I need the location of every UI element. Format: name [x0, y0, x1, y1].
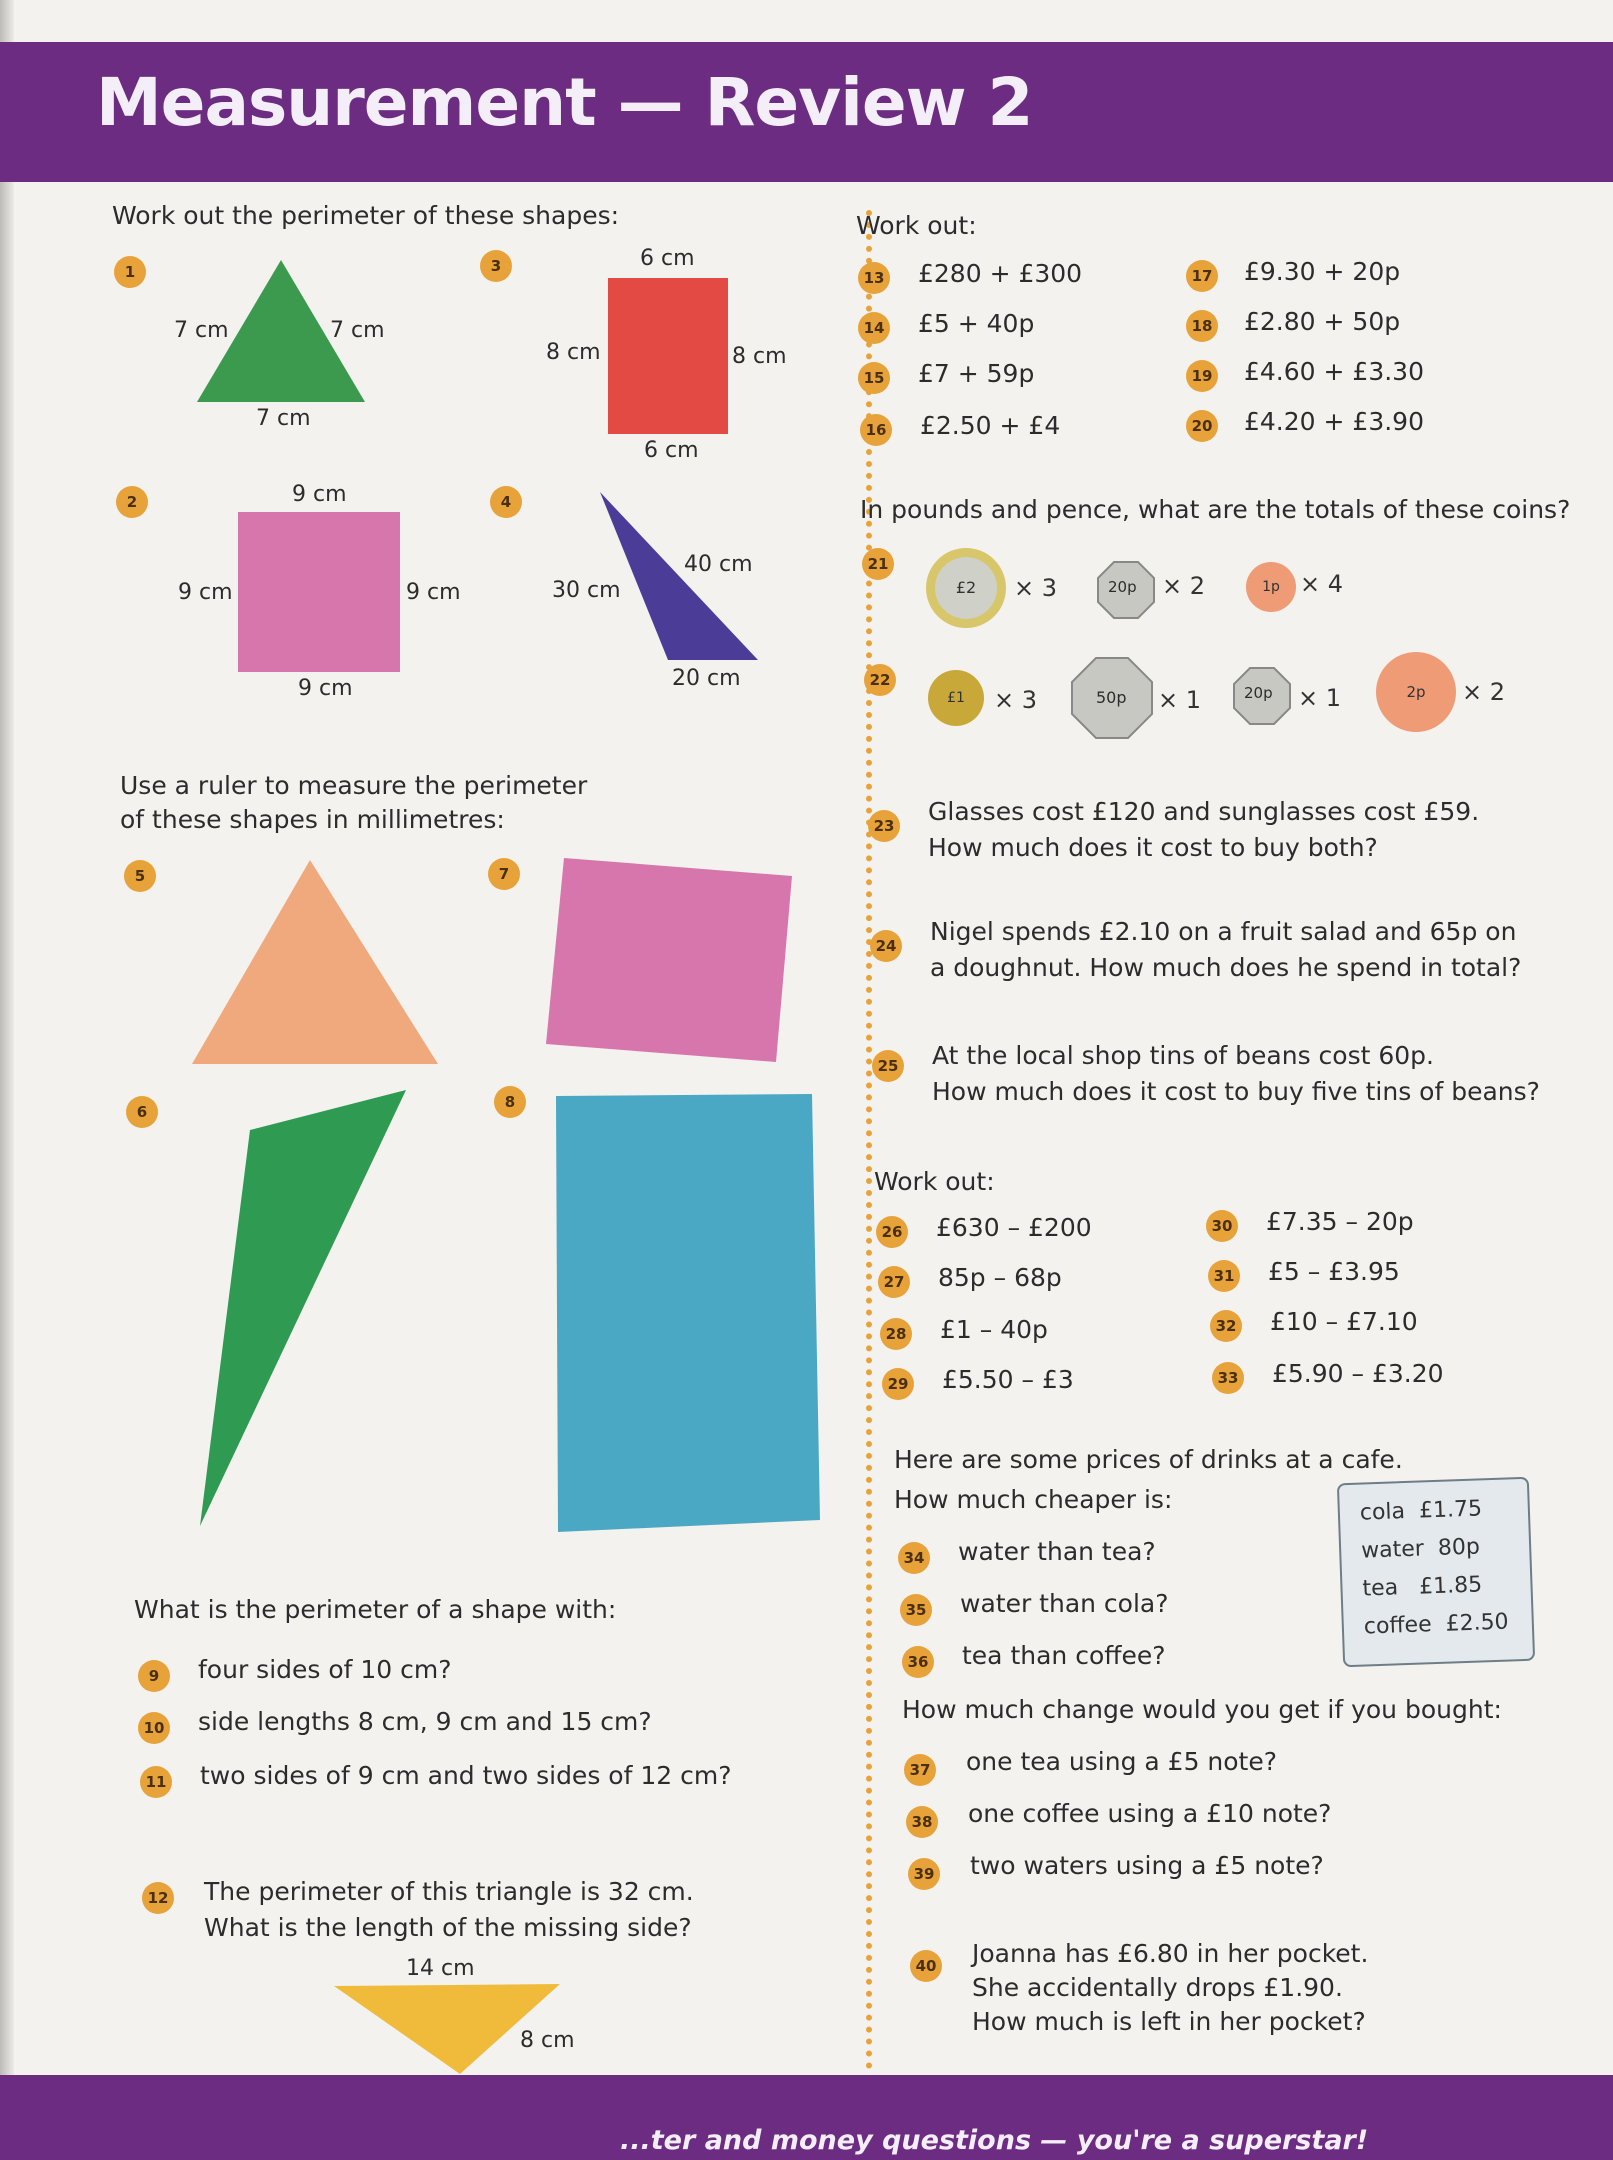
question-number-3: 3 [480, 250, 512, 282]
coins-intro: In pounds and pence, what are the totals of these coins? [860, 495, 1571, 524]
q39-text: two waters using a £5 note? [970, 1851, 1324, 1880]
question-number-31: 31 [1208, 1260, 1240, 1292]
question-number-36: 36 [902, 1646, 934, 1678]
perimeter-intro: Work out the perimeter of these shapes: [112, 201, 620, 230]
q22-mult-3: × 1 [1298, 684, 1342, 712]
q28-text: £1 – 40p [940, 1315, 1048, 1344]
q24-line1: Nigel spends £2.10 on a fruit salad and 65p on [930, 917, 1517, 946]
q1-side-b-label: 7 cm [330, 318, 385, 343]
question-number-16: 16 [860, 414, 892, 446]
menu-row-coffee [1363, 1610, 1509, 1640]
q21-mult-3: × 4 [1300, 570, 1344, 598]
question-number-17: 17 [1186, 260, 1218, 292]
question-number-38: 38 [906, 1806, 938, 1838]
question-number-22: 22 [864, 664, 896, 696]
menu-item-cola: cola [1359, 1499, 1406, 1526]
question-number-18: 18 [1186, 310, 1218, 342]
one-p-coin-icon: 1p [1246, 562, 1296, 612]
q22-mult-1: × 3 [994, 686, 1038, 714]
q38-text: one coffee using a £10 note? [968, 1799, 1332, 1828]
workout-heading-1: Work out: [856, 211, 977, 240]
q3-right-label: 8 cm [732, 344, 787, 369]
question-number-8: 8 [494, 1086, 526, 1118]
q22-coin3-label: 20p [1244, 684, 1273, 702]
q26-text: £630 – £200 [936, 1213, 1092, 1242]
q25-line1: At the local shop tins of beans cost 60p. [932, 1041, 1435, 1070]
q18-text: £2.80 + 50p [1244, 307, 1401, 336]
q21-mult-1: × 3 [1014, 574, 1058, 602]
q2-top-label: 9 cm [292, 482, 347, 507]
question-number-1: 1 [114, 256, 146, 288]
question-number-30: 30 [1206, 1210, 1238, 1242]
question-number-33: 33 [1212, 1362, 1244, 1394]
two-pound-coin-label: £2 [935, 557, 997, 619]
column-divider [866, 210, 872, 2070]
shape-intro: What is the perimeter of a shape with: [134, 1595, 617, 1624]
q40-line2: She accidentally drops £1.90. [972, 1973, 1343, 2002]
header-banner [0, 42, 1613, 182]
q3-top-label: 6 cm [640, 246, 695, 271]
q31-text: £5 – £3.95 [1268, 1257, 1400, 1286]
q4-bottom-label: 20 cm [672, 666, 741, 691]
q32-text: £10 – £7.10 [1270, 1307, 1418, 1336]
blue-rectangle-q8 [554, 1092, 822, 1534]
menu-item-water: water [1360, 1536, 1425, 1564]
question-number-34: 34 [898, 1542, 930, 1574]
two-pound-coin-icon [926, 548, 1006, 628]
q12-top-label: 14 cm [406, 1956, 475, 1981]
menu-row-tea [1362, 1572, 1482, 1601]
q3-left-label: 8 cm [546, 340, 601, 365]
question-number-10: 10 [138, 1712, 170, 1744]
q20-text: £4.20 + £3.90 [1244, 407, 1424, 436]
orange-triangle-q5 [190, 858, 440, 1068]
q13-text: £280 + £300 [918, 259, 1083, 288]
menu-item-coffee: coffee [1363, 1612, 1433, 1640]
question-number-27: 27 [878, 1266, 910, 1298]
q24-line2: a doughnut. How much does he spend in total? [930, 953, 1522, 982]
question-number-5: 5 [124, 860, 156, 892]
question-number-40: 40 [910, 1950, 942, 1982]
question-number-9: 9 [138, 1660, 170, 1692]
change-intro: How much change would you get if you bought: [902, 1695, 1502, 1724]
q16-text: £2.50 + £4 [920, 411, 1061, 440]
q37-text: one tea using a £5 note? [966, 1747, 1278, 1776]
q11-text: two sides of 9 cm and two sides of 12 cm? [200, 1761, 732, 1790]
question-number-23: 23 [868, 810, 900, 842]
q40-line1: Joanna has £6.80 in her pocket. [972, 1939, 1369, 1968]
page-gutter [0, 0, 14, 2160]
question-number-2: 2 [116, 486, 148, 518]
q2-right-label: 9 cm [406, 580, 461, 605]
q40-line3: How much is left in her pocket? [972, 2007, 1366, 2036]
q2-left-label: 9 cm [178, 580, 233, 605]
question-number-7: 7 [488, 858, 520, 890]
question-number-32: 32 [1210, 1310, 1242, 1342]
workout-heading-2: Work out: [874, 1167, 995, 1196]
menu-item-tea: tea [1362, 1575, 1399, 1602]
cafe-intro-line2: How much cheaper is: [894, 1485, 1173, 1514]
menu-price-cola: £1.75 [1418, 1496, 1483, 1524]
menu-row-water [1361, 1534, 1480, 1563]
menu-price-water: 80p [1437, 1534, 1481, 1561]
q22-coin2-label: 50p [1096, 688, 1127, 707]
q3-bottom-label: 6 cm [644, 438, 699, 463]
q12-side-label: 8 cm [520, 2028, 575, 2053]
menu-price-tea: £1.85 [1418, 1572, 1483, 1600]
q27-text: 85p – 68p [938, 1263, 1062, 1292]
q21-coin2-label: 20p [1108, 578, 1137, 596]
pink-square-q2 [238, 512, 400, 672]
q9-text: four sides of 10 cm? [198, 1655, 452, 1684]
q35-text: water than cola? [960, 1589, 1169, 1618]
ruler-intro-line2: of these shapes in millimetres: [120, 805, 505, 834]
question-number-26: 26 [876, 1216, 908, 1248]
cafe-intro-line1: Here are some prices of drinks at a cafe. [894, 1445, 1403, 1474]
question-number-39: 39 [908, 1858, 940, 1890]
q29-text: £5.50 – £3 [942, 1365, 1074, 1394]
question-number-15: 15 [858, 362, 890, 394]
question-number-20: 20 [1186, 410, 1218, 442]
drinks-price-list [1337, 1477, 1535, 1668]
two-p-coin-icon: 2p [1376, 652, 1456, 732]
q33-text: £5.90 – £3.20 [1272, 1359, 1444, 1388]
menu-price-coffee: £2.50 [1445, 1609, 1510, 1637]
q25-line2: How much does it cost to buy five tins of beans? [932, 1077, 1540, 1106]
q23-line2: How much does it cost to buy both? [928, 833, 1378, 862]
q22-mult-2: × 1 [1158, 686, 1202, 714]
pink-quadrilateral-q7 [544, 856, 794, 1066]
question-number-19: 19 [1186, 360, 1218, 392]
question-number-35: 35 [900, 1594, 932, 1626]
red-rectangle-q3 [608, 278, 728, 434]
q22-mult-4: × 2 [1462, 678, 1506, 706]
q30-text: £7.35 – 20p [1266, 1207, 1414, 1236]
q14-text: £5 + 40p [918, 309, 1035, 338]
footer-banner [0, 2075, 1613, 2160]
q1-side-a-label: 7 cm [174, 318, 229, 343]
q36-text: tea than coffee? [962, 1641, 1166, 1670]
question-number-21: 21 [862, 548, 894, 580]
question-number-4: 4 [490, 486, 522, 518]
question-number-13: 13 [858, 262, 890, 294]
menu-row-cola [1359, 1496, 1482, 1525]
footer-text: ...ter and money questions — you're a superstar! [620, 2125, 1369, 2156]
question-number-12: 12 [142, 1882, 174, 1914]
question-number-37: 37 [904, 1754, 936, 1786]
q17-text: £9.30 + 20p [1244, 257, 1401, 286]
q4-hyp-label: 40 cm [684, 552, 753, 577]
question-number-14: 14 [858, 312, 890, 344]
page-title: Measurement — Review 2 [96, 64, 1033, 141]
ruler-intro-line1: Use a ruler to measure the perimeter [120, 771, 588, 800]
q21-mult-2: × 2 [1162, 572, 1206, 600]
q4-left-label: 30 cm [552, 578, 621, 603]
question-number-29: 29 [882, 1368, 914, 1400]
q1-base-label: 7 cm [256, 406, 311, 431]
q15-text: £7 + 59p [918, 359, 1035, 388]
question-number-24: 24 [870, 930, 902, 962]
q12-line1: The perimeter of this triangle is 32 cm. [204, 1877, 694, 1906]
question-number-11: 11 [140, 1766, 172, 1798]
green-triangle-q6 [196, 1088, 408, 1528]
q2-bottom-label: 9 cm [298, 676, 353, 701]
question-number-25: 25 [872, 1050, 904, 1082]
question-number-28: 28 [880, 1318, 912, 1350]
q34-text: water than tea? [958, 1537, 1156, 1566]
one-pound-coin-icon: £1 [928, 670, 984, 726]
question-number-6: 6 [126, 1096, 158, 1128]
q19-text: £4.60 + £3.30 [1244, 357, 1424, 386]
q10-text: side lengths 8 cm, 9 cm and 15 cm? [198, 1707, 652, 1736]
q12-line2: What is the length of the missing side? [204, 1913, 692, 1942]
q23-line1: Glasses cost £120 and sunglasses cost £59. [928, 797, 1480, 826]
